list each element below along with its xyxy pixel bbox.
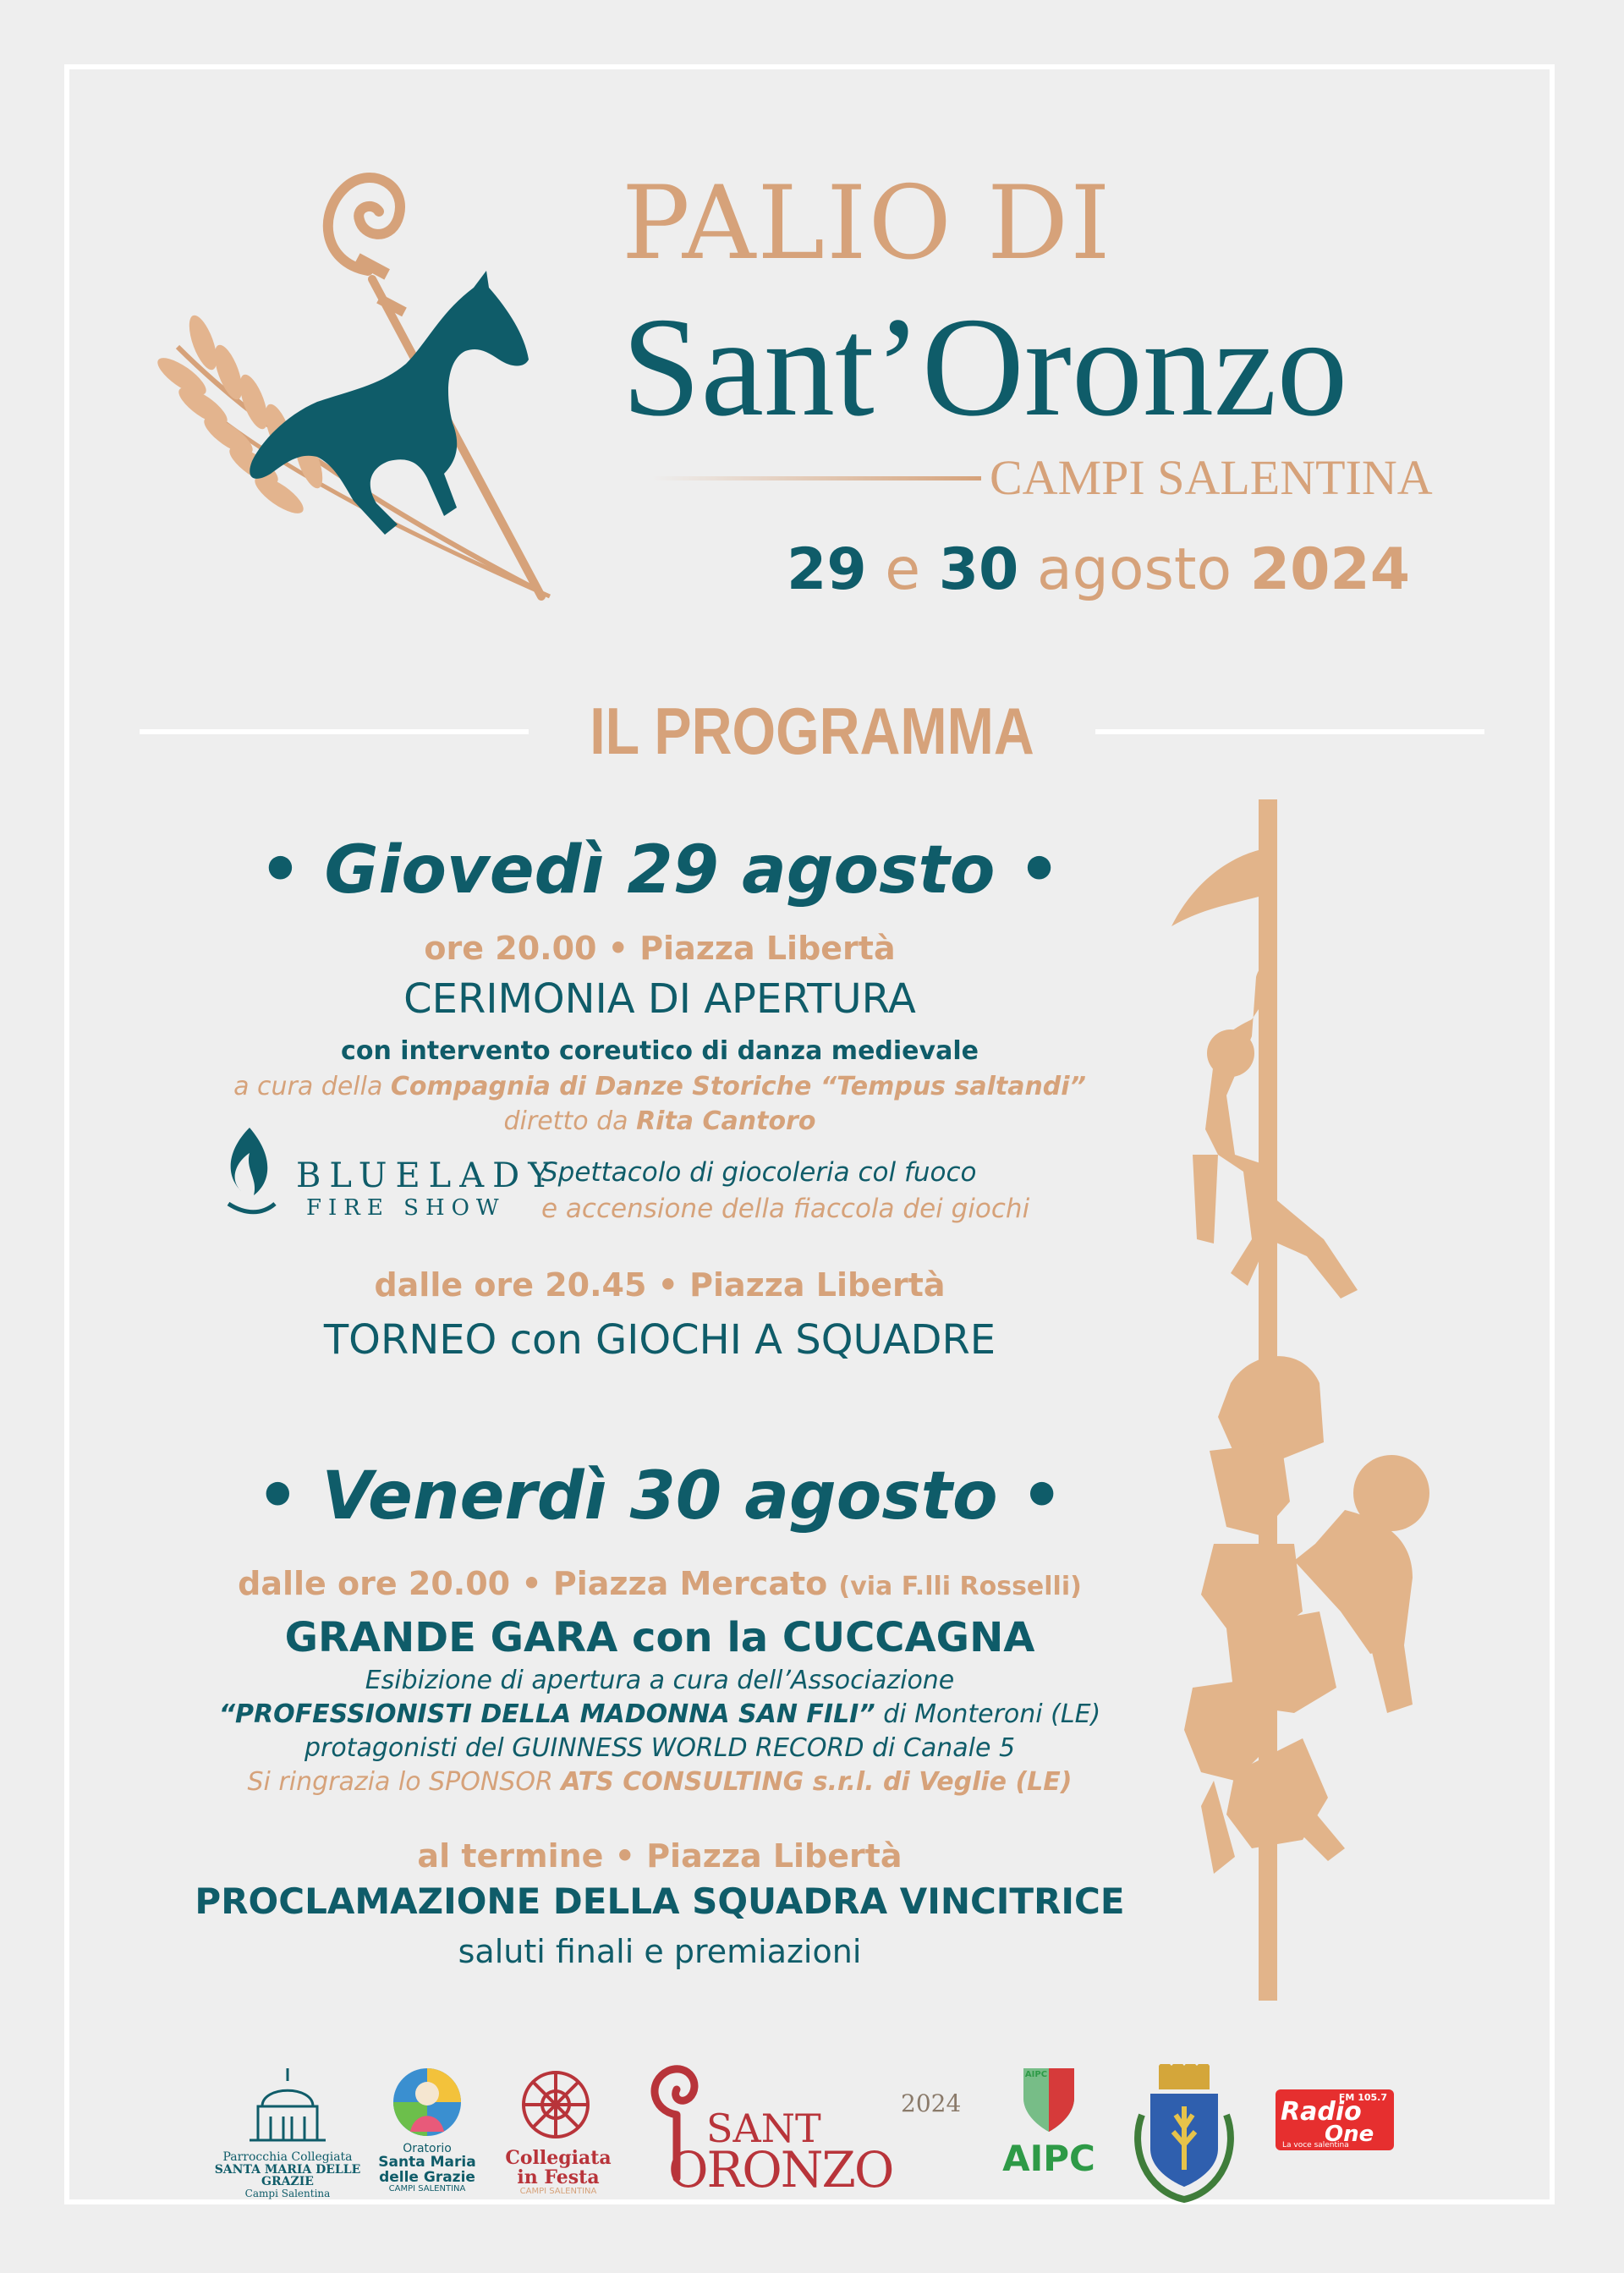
logo4-year: 2024 <box>901 2089 962 2117</box>
note3-prefix: diretto da <box>503 1106 637 1136</box>
day1-event2: TORNEO con GIOCHI A SQUADRE <box>323 1316 996 1364</box>
logo5-small: AIPC <box>1024 2070 1048 2079</box>
logo-parrocchia <box>203 2151 372 2199</box>
day2-slot1 <box>169 1567 1150 1600</box>
bluelady-line1: Spettacolo di giocoleria col fuoco <box>541 1157 977 1188</box>
bluelady-flame-icon <box>211 1123 288 1216</box>
day2-note2 <box>169 1698 1150 1732</box>
day2-slot1-street: (via F.lli Rosselli) <box>838 1572 1082 1601</box>
day1-event1-note1: con intervento coreutico di danza medievale <box>341 1036 979 1066</box>
date-and: e <box>885 536 921 603</box>
church-icon <box>245 2064 330 2149</box>
day2-note2-place: di Monteroni (LE) <box>875 1699 1101 1729</box>
day2-event1: GRANDE GARA con la CUCCAGNA <box>284 1614 1035 1661</box>
event-dates <box>787 536 1411 603</box>
logo2-line3: delle Grazie <box>379 2168 475 2186</box>
bluelady-name: BLUELADY <box>296 1156 559 1195</box>
logo2-line1: Oratorio <box>403 2142 452 2155</box>
logo2-line2: Santa Maria <box>378 2153 476 2171</box>
logo5-text: AIPC <box>1002 2138 1095 2179</box>
title-city: CAMPI SALENTINA <box>990 450 1433 505</box>
day2-heading: • Venerdì 30 agosto • <box>256 1458 1063 1535</box>
logo3-line1: Collegiata <box>505 2147 612 2169</box>
program-line-left <box>140 729 529 734</box>
title-sant-oronzo: Sant’Oronzo <box>622 288 1348 446</box>
day2-note4-sponsor: ATS CONSULTING s.r.l. di Veglie (LE) <box>561 1767 1073 1797</box>
bluelady-sub: FIRE SHOW <box>306 1195 506 1221</box>
logo1-line2: SANTA MARIA DELLE GRAZIE <box>214 2162 361 2189</box>
logo-collegiata-festa <box>495 2149 622 2197</box>
logo7-tag: La voce salentina <box>1282 2141 1349 2149</box>
note2-prefix: a cura della <box>233 1072 391 1101</box>
day2-note4-prefix: Si ringrazia lo SPONSOR <box>247 1767 562 1797</box>
day2-event2-sub: saluti finali e premiazioni <box>458 1933 862 1970</box>
flag-icon <box>1171 850 1259 926</box>
logo1-line1: Parrocchia Collegiata <box>222 2150 353 2164</box>
logo4-oronzo: ORONZO <box>668 2141 893 2199</box>
day1-slot1: ore 20.00 • Piazza Libertà <box>424 930 896 967</box>
oratorio-icon <box>385 2064 469 2140</box>
day2-slot2: al termine • Piazza Libertà <box>417 1837 903 1875</box>
logo7-one: One <box>1325 2122 1374 2147</box>
day1-event1: CERIMONIA DI APERTURA <box>403 975 916 1023</box>
day1-slot2: dalle ore 20.45 • Piazza Libertà <box>374 1266 946 1304</box>
logo3-line2: in Festa <box>517 2166 600 2189</box>
note3-director: Rita Cantoro <box>636 1106 816 1136</box>
bluelady-description <box>541 1155 1029 1228</box>
municipal-crest-icon <box>1129 2064 1239 2204</box>
header-divider <box>651 476 981 480</box>
logo7-freq: FM 105.7 <box>1338 2092 1387 2103</box>
day2-note2-assoc: “PROFESSIONISTI DELLA MADONNA SAN FILI” <box>218 1699 875 1729</box>
day2-event2: PROCLAMAZIONE DELLA SQUADRA VINCITRICE <box>195 1880 1125 1922</box>
cuccagna-climbers-illustration <box>1133 799 1472 2001</box>
note2-company: Compagnia di Danze Storiche “Tempus saltandi” <box>390 1072 1086 1101</box>
bluelady-line2: e accensione della fiaccola dei giochi <box>541 1194 1030 1225</box>
day1-event1-note3 <box>169 1105 1150 1139</box>
logo3-line3: CAMPI SALENTINA <box>519 2187 597 2197</box>
day2-note3: protagonisti del GUINNESS WORLD RECORD di Canale 5 <box>304 1733 1016 1763</box>
day2-note1: Esibizione di apertura a cura dell’Associazione <box>365 1666 955 1695</box>
logo1-line3: Campi Salentina <box>244 2188 331 2200</box>
day2-note4 <box>169 1765 1150 1800</box>
date-day1: 29 <box>787 536 867 603</box>
logo4-sant: SANT <box>706 2106 821 2151</box>
program-line-right <box>1095 729 1484 734</box>
title-palio-di: PALIO DI <box>622 165 1112 283</box>
palio-emblem <box>152 169 575 609</box>
date-month: agosto <box>1037 536 1232 603</box>
logo2-line4: CAMPI SALENTINA <box>388 2184 466 2194</box>
day1-event1-note2 <box>169 1070 1150 1105</box>
day2-slot1-main: dalle ore 20.00 • Piazza Mercato <box>238 1565 828 1602</box>
date-day2: 30 <box>938 536 1019 603</box>
logo-oratorio <box>364 2143 491 2194</box>
program-heading: IL PROGRAMMA <box>590 694 1034 768</box>
collegiata-rosette-icon <box>518 2067 594 2143</box>
date-year: 2024 <box>1249 536 1411 603</box>
logo7-radio: Radio <box>1281 2097 1362 2127</box>
radio-one-logo <box>1276 2089 1394 2150</box>
day1-heading: • Giovedì 29 agosto • <box>259 832 1061 909</box>
